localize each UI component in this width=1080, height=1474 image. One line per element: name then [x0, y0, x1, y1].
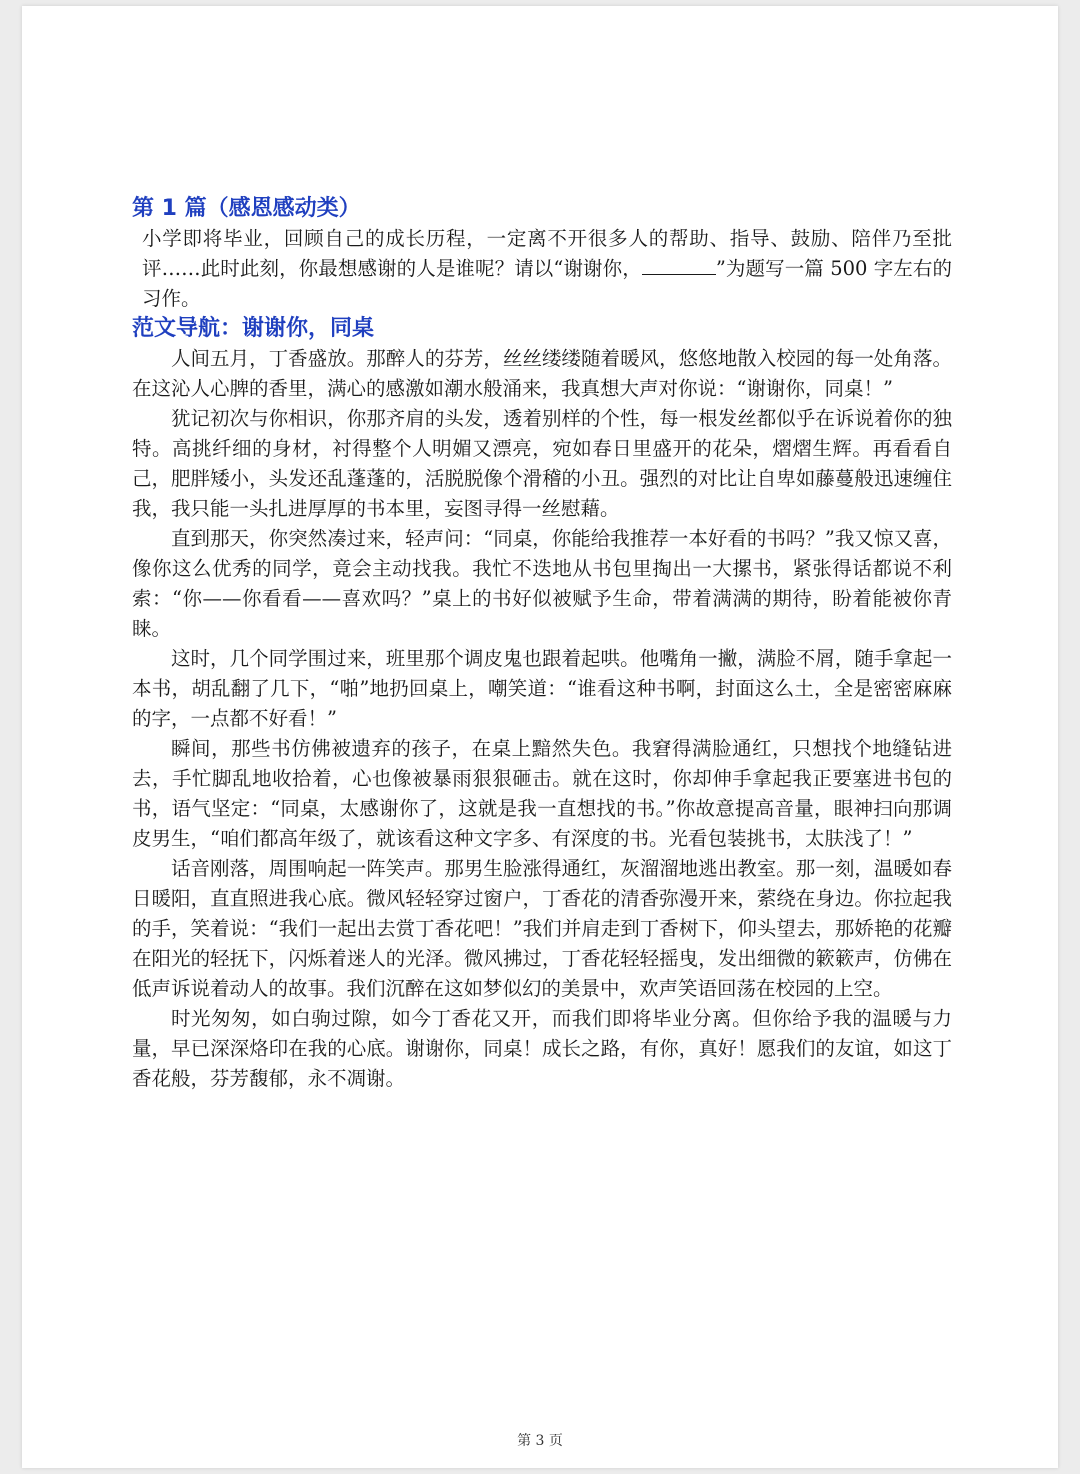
essay-paragraph-6: 话音刚落，周围响起一阵笑声。那男生脸涨得通红，灰溜溜地逃出教室。那一刻，温暖如春日暖阳，直直照进我心底。微风轻轻穿过窗户，丁香花的清香弥漫开来，萦绕在身边。你拉起我的手，笑着说：“我们一起出去赏丁香花吧！”我们并肩走到丁香树下，仰头望去，那娇艳的花瓣在阳光的轻抚下，闪烁着迷人的光泽。微风拂过，丁香花轻轻摇曳，发出细微的簌簌声，仿佛在低声诉说着动人的故事。我们沉醉在这如梦似幻的美景中，欢声笑语回荡在校园的上空。 [132, 857, 952, 1000]
essay-paragraph-2: 犹记初次与你相识，你那齐肩的头发，透着别样的个性，每一根发丝都似乎在诉说着你的独特。高挑纤细的身材，衬得整个人明媚又漂亮，宛如春日里盛开的花朵，熠熠生辉。再看看自己，肥胖矮小，头发还乱蓬蓬的，活脱脱像个滑稽的小丑。强烈的对比让自卑如藤蔓般迅速缠住我，我只能一头扎进厚厚的书本里，妄图寻得一丝慰藉。 [132, 407, 952, 520]
essay-paragraph-7: 时光匆匆，如白驹过隙，如今丁香花又开，而我们即将毕业分离。但你给予我的温暖与力量，早已深深烙印在我的心底。谢谢你，同桌！成长之路，有你，真好！愿我们的友谊，如这丁香花般，芬芳馥郁，永不凋谢。 [132, 1007, 952, 1090]
page-number: 第 3 页 [517, 1433, 563, 1449]
prompt-text-part1: 小学即将毕业，回顾自己的成长历程，一定离不开很多人的帮助、指导、鼓励、陪伴乃至批评……此时此刻，你最想感谢的人是谁呢？请以“谢谢你， [142, 227, 952, 280]
writing-prompt [132, 224, 952, 314]
essay-paragraph-4: 这时，几个同学围过来，班里那个调皮鬼也跟着起哄。他嘴角一撇，满脸不屑，随手拿起一本书，胡乱翻了几下，“啪”地扔回桌上，嘲笑道：“谁看这种书啊，封面这么土，全是密密麻麻的字，一点都不好看！” [132, 647, 952, 730]
document-page [22, 6, 1058, 1468]
document-content [132, 194, 952, 1094]
essay-paragraph-3: 直到那天，你突然凑过来，轻声问：“同桌，你能给我推荐一本好看的书吗？”我又惊又喜，像你这么优秀的同学，竟会主动找我。我忙不迭地从书包里掏出一大摞书，紧张得话都说不利索：“你——你看看——喜欢吗？”桌上的书好似被赋予生命，带着满满的期待，盼着能被你青睐。 [132, 527, 952, 640]
section-title: 第 1 篇（感恩感动类） [132, 196, 361, 221]
essay-paragraph-1: 人间五月，丁香盛放。那醉人的芬芳，丝丝缕缕随着暖风，悠悠地散入校园的每一处角落。在这沁人心脾的香里，满心的感激如潮水般涌来，我真想大声对你说：“谢谢你，同桌！” [132, 347, 952, 400]
essay-paragraph-5: 瞬间，那些书仿佛被遗弃的孩子，在桌上黯然失色。我窘得满脸通红，只想找个地缝钻进去，手忙脚乱地收拾着，心也像被暴雨狠狠砸击。就在这时，你却伸手拿起我正要塞进书包的书，语气坚定：“同桌，太感谢你了，这就是我一直想找的书。”你故意提高音量，眼神扫向那调皮男生，“咱们都高年级了，就该看这种文字多、有深度的书。光看包装挑书，太肤浅了！” [132, 737, 952, 850]
prompt-blank-line [642, 256, 716, 275]
prompt-text-part2: ”为题写一篇 500 字左右的习作。 [142, 257, 952, 310]
essay-title: 范文导航：谢谢你，同桌 [132, 316, 375, 341]
